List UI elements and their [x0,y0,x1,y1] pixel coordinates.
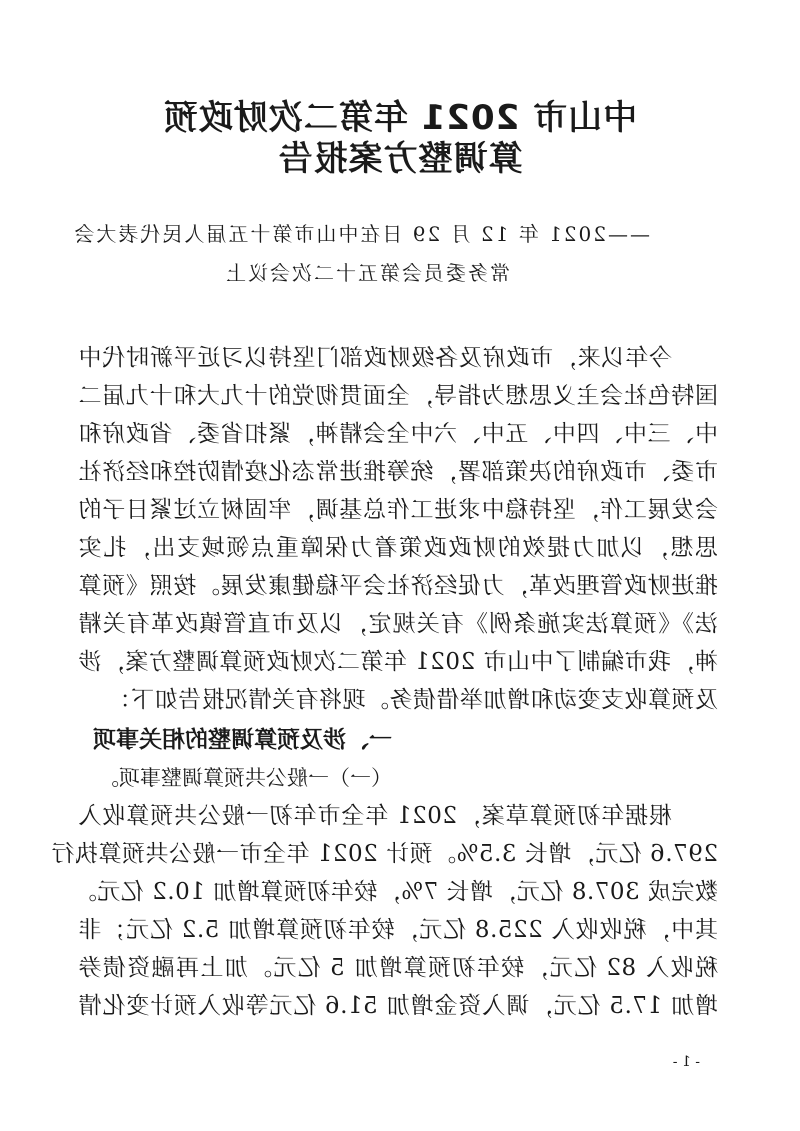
intro-paragraph-line: 推进财政管理改革，力促经济社会平稳健康发展。按照《预算 [78,573,718,599]
document-subtitle-line-1: ——2021 年 12 月 29 日在中山市第十五届人民代表大会 [72,222,650,246]
intro-paragraph-line: 思想，以加力提效的财政政策着力保障重点领域支出，扎实 [78,535,718,561]
section-paragraph-line: 297.6 亿元，增长 3.5%。预计 2021 年全市一般公共预算执行 [50,841,718,867]
intro-paragraph-line: 今年以来，市政府及各级财政部门坚持以习近平新时代中 [78,345,672,371]
page-number: - 1 - [672,1054,700,1070]
document-title-line-2: 算调整方案报告 [277,139,523,179]
intro-paragraph-line: 会发展工作，坚持稳中求进工作总基调，牢固树立过紧日子的 [78,497,718,523]
section-paragraph-line: 根据年初预算草案，2021 年全市年初一般公共预算收入 [78,803,672,829]
intro-paragraph-line: 国特色社会主义思想为指导，全面贯彻党的十九大和十九届二 [78,383,718,409]
section-paragraph-line: 税收入 82 亿元，较年初预算增加 5 亿元。加上再融资债券 [78,955,718,981]
intro-paragraph-line: 法》《预算法实施条例》有关规定，以及市直管镇改革有关精 [78,611,718,637]
section-paragraph-line: 其中，税收收入 225.8 亿元，较年初预算增加 5.2 亿元；非 [78,917,718,943]
intro-paragraph-line: 市委、市政府的决策部署，统筹推进常态化疫情防控和经济社 [78,459,718,485]
intro-paragraph-line: 中、三中、四中、五中、六中全会精神，紧扣省委、省政府和 [78,421,718,447]
section-heading: 一、涉及预算调整的相关事项 [93,727,392,753]
document-subtitle-line-2: 常务委员会第五十二次会议上 [224,261,510,285]
section-paragraph-line: 增加 17.5 亿元，调入资金增加 51.6 亿元等收入预计变化情 [78,993,718,1019]
intro-paragraph-line: 神，我市编制了中山市 2021 年第二次财政预算调整方案，涉 [77,649,718,675]
intro-paragraph-line: 及预算收支变动和增加举借债务。现将有关情况报告如下： [107,687,718,713]
section-paragraph-line: 数完成 307.8 亿元，增长 7%，较年初预算增加 10.2 亿元。 [73,879,718,905]
section-subheading: （一）一般公共预算调整事项。 [98,766,392,790]
document-title-line-1: 中山市 2021 年第二次财政预 [162,98,638,138]
